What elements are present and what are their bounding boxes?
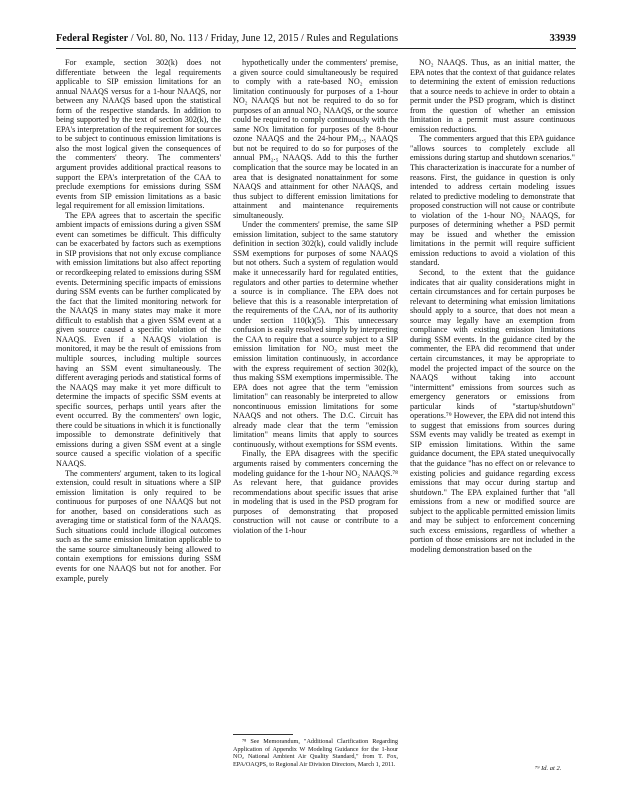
paragraph: Finally, the EPA disagrees with the specific arguments raised by commenters concerning the modeling guidance for the 1-hour NO₂ NAAQS.⁷⁸ As relevant here, that guidance provides recommendations about specific issues that arise in modeling that is used in the PSD program for purposes of demonstrating that proposed construction will not cause or contribute to a violation of the 1-hour <box>233 449 398 535</box>
page-number: 33939 <box>549 33 576 44</box>
paragraph: NO₂ NAAQS. Thus, as an initial matter, the EPA notes that the context of that guidance relates to determining the extent of emission reductions that a source needs to achieve in order to obtain a permit under the PSD program, which is distinct from the question of whether an emission limitation in a permit must assure continuous emission reductions. <box>410 58 575 134</box>
paragraph: Under the commenters' premise, the same SIP emission limitation, subject to the same statutory definition in section 302(k), could validly include SSM exemptions for purposes of some NAAQS but not others. Such a system of regulation would make it unnecessarily hard for regulated entities, regulators and other parties to determine whether a source is in compliance. The EPA does not believe that this is a reasonable interpretation of the requirements of the CAA, nor of its authority under section 110(k)(5). This unnecessary confusion is easily resolved simply by interpreting the CAA to require that a source subject to a SIP emission limitation for NO₂ must meet the emission limitation continuously, in accordance with the express requirement of section 302(k), thus making SSM exemptions impermissible. The EPA does not agree that the term "emission limitation" can reasonably be interpreted to allow noncontinuous emission limitations for some NAAQS and not others. The D.C. Circuit has already made clear that the term "emission limitation" means limits that apply to sources continuously, without exemptions for SSM events. <box>233 220 398 449</box>
paragraph: For example, section 302(k) does not differentiate between the legal requirements applicable to SIP emission limitations for an annual NAAQS versus for a 1-hour NAAQS, nor between any NAAQS based upon the statistical form of the respective standards. In addition to being supported by the text of section 302(k), the EPA's interpretation of the requirement for sources to be subject to continuous emission limitations is also the most logical given the consequences of the commenters' theory. The commenters' argument provides additional practical reasons to support the EPA's interpretation of the CAA to preclude exemptions for emissions during SSM events from SIP emission limitations as a basic legal requirement for all emission limitations. <box>56 58 221 211</box>
paragraph: The commenters' argument, taken to its logical extension, could result in situations where a SIP emission limitation is only required to be continuous for purposes of one NAAQS but not for another, based on considerations such as averaging time or statistical form of the NAAQS. Such situations could include illogical outcomes such as the same emission limitation applicable to the same source simultaneously being allowed to contain exemptions for emissions during SSM events for one NAAQS but not for another. For example, purely <box>56 468 221 583</box>
footnote-79: ⁷⁹ Id. at 2. <box>535 765 562 772</box>
publication-title: Federal Register <box>56 33 129 44</box>
paragraph: The EPA agrees that to ascertain the specific ambient impacts of emissions during a given SSM event can sometimes be difficult. This difficulty can be exacerbated by factors such as exemptions in SIP provisions that not only excuse compliance with emission limitations but also affect reporting or recordkeeping related to emissions during SSM events. Determining specific impacts of emissions during SSM events can be further complicated by the fact that the limited monitoring network for the NAAQS in many states may make it more difficult to establish that a given SSM event at a given source caused a specific violation of the NAAQS. Even if a NAAQS violation is monitored, it may be the result of emissions from multiple sources, including multiple sources having an SSM event simultaneously. The different averaging periods and statistical forms of the NAAQS may make it yet more difficult to determine the impacts of specific SSM events at specific sources, perhaps until years after the event occurred. By the commenters' own logic, there could be situations in which it is functionally impossible to demonstrate definitively that emissions during a given SSM event at a single source caused a specific violation of a specific NAAQS. <box>56 210 221 468</box>
footnotes <box>233 734 398 768</box>
header-rule <box>56 48 576 49</box>
paragraph: hypothetically under the commenters' premise, a given source could simultaneously be required to comply with a rate-based NO₂ emission limitation continuously for purposes of a 1-hour NO₂ NAAQS but not be required to do so for purposes of an annual NO₂ NAAQS, or the source could be required to comply continuously with the same NOx limitation for purposes of the 8-hour ozone NAAQS and the 24-hour PM₂.₅ NAAQS but not be required to do so for purposes of the annual PM₂.₅ NAAQS. Add to this the further complication that the source may be located in an area that is designated nonattainment for some NAAQS and attainment for other NAAQS, and thus subject to different emission limitations for attainment and maintenance requirements simultaneously. <box>233 58 398 220</box>
header-details: / Vol. 80, No. 113 / Friday, June 12, 2015 / Rules and Regulations <box>130 33 399 44</box>
paragraph: The commenters argued that this EPA guidance "allows sources to completely exclude all emissions during startup and shutdown scenarios." This characterization is inaccurate for a number of reasons. First, the guidance in question is only intended to address certain modeling issues related to predictive modeling to demonstrate that proposed construction will not cause or contribute to violation of the 1-hour NO₂ NAAQS, for purposes of determining whether a PSD permit may be issued and whether the emission limitations in the permit will require sufficient emission reductions to avoid a violation of this standard. <box>410 134 575 268</box>
text-column-1 <box>56 58 221 764</box>
paragraph: Second, to the extent that the guidance indicates that air quality considerations might in certain circumstances and for certain purposes be relevant to determining what emission limitations should apply to a source, that does not mean a source may legally have an exemption from compliance with existing emission limitations during SSM events. In the guidance cited by the commenter, the EPA did recommend that under certain circumstances, it may be appropriate to model the projected impact of the source on the NAAQS without taking into account "intermittent" emissions from sources such as emergency generators or emissions from particular kinds of "startup/shutdown" operations.⁷⁹ However, the EPA did not intend this to suggest that emissions from sources during SSM events may validly be treated as exempt in SIP emission limitations. Within the same guidance document, the EPA stated unequivocally that the guidance "has no effect on or relevance to existing policies and guidance regarding excess emissions that may occur during startup and shutdown." The EPA explained further that "all emissions from a new or modified source are subject to the applicable permitted emission limits and may be subject to enforcement concerning such excess emissions, regardless of whether a portion of those emissions are not included in the modeling demonstration based on the <box>410 268 575 554</box>
footnote: ⁷⁸ See Memorandum, "Additional Clarification Regarding Application of Appendix W Modeling Guidance for the 1-hour NO₂ National Ambient Air Quality Standard," from T. Fox, EPA/OAQPS, to Regional Air Division Directors, March 1, 2011. <box>233 738 398 768</box>
text-column-2 <box>233 58 398 764</box>
text-column-3 <box>410 58 575 764</box>
page-header <box>56 32 576 46</box>
